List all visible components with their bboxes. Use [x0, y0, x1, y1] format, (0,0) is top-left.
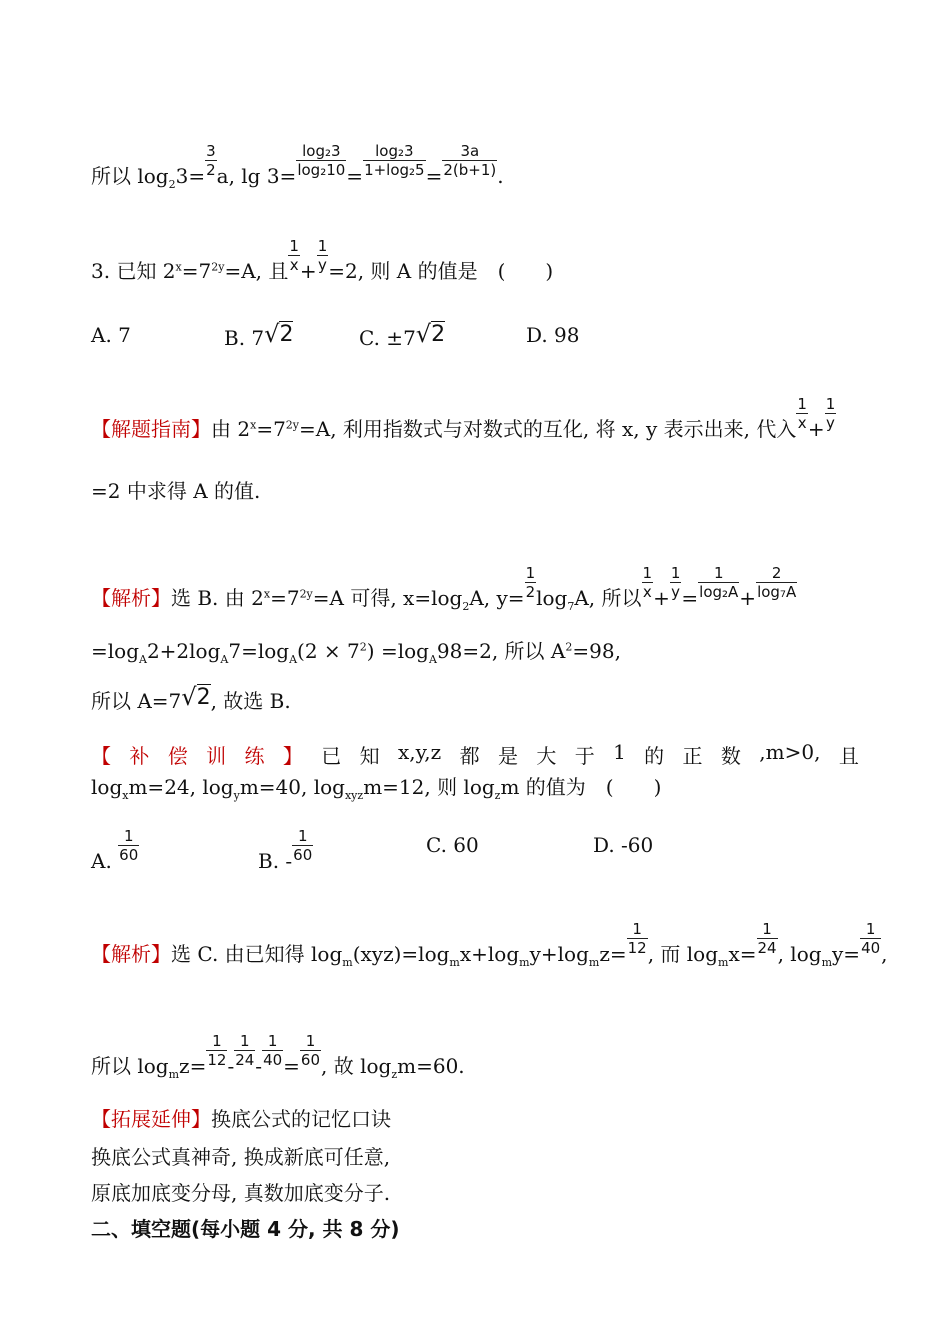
word: 数 [720, 744, 741, 768]
fraction: $\frac{1}{12}$ [627, 920, 647, 957]
label-char: 补 [129, 744, 150, 768]
fraction: $\frac{1}{x}$ [797, 395, 807, 432]
option-b-2: B. - $\frac{1}{60}$ [258, 827, 313, 873]
extension: 【拓展延伸】换底公式的记忆口诀 [91, 1107, 391, 1131]
word: 1 [613, 740, 626, 764]
label-solution: 【解析】 [91, 942, 171, 966]
fraction: $\frac{1}{2}$ [525, 564, 536, 601]
label-char: 训 [206, 744, 227, 768]
fraction: $\frac{3}{2}$ [206, 142, 216, 179]
fraction: $\frac{1}{60}$ [300, 1032, 321, 1069]
word: 大 [536, 744, 557, 768]
solution-1-cont: $=\log_A2+2\log_A7=\log_A(2 \times 7^2) =\log_A98=2$, 所以 $A^2=98$, [91, 639, 621, 666]
bracket-close: 】 [282, 744, 303, 768]
fraction: $\frac{1}{12}$ [207, 1032, 227, 1069]
section-heading: 二、填空题(每小题 4 分, 共 8 分) [91, 1217, 400, 1241]
fraction: $\frac{1}{y}$ [825, 395, 836, 432]
label-char: 偿 [167, 744, 188, 768]
word: 都 [459, 744, 480, 768]
fraction: $\frac{1}{60}$ [119, 827, 139, 864]
fraction: $\frac{\text{log₂3}}{\text{1+log₂5}}$ [364, 142, 425, 179]
sqrt-symbol: √ [264, 320, 280, 348]
word: 的 [644, 744, 665, 768]
word: 于 [574, 744, 595, 768]
fraction: $\frac{1}{24}$ [235, 1032, 255, 1069]
word: 且 [838, 744, 859, 768]
label-extension: 【拓展延伸】 [91, 1107, 211, 1131]
fraction: $\frac{1}{40}$ [263, 1032, 283, 1069]
option-d-2: D. -60 [593, 833, 654, 857]
compensation-training-cont: $\log_xm=24$, $\log_ym=40$, $\log_{xyz}m=12$, 则 $\log_zm$ 的值为 ( ) [91, 775, 662, 802]
option-c-2: C. 60 [426, 833, 479, 857]
option-a: A. 7 [91, 323, 131, 347]
fraction: $\frac{1}{x}$ [642, 564, 653, 601]
fraction: $\frac{1}{y}$ [670, 564, 681, 601]
label-solution: 【解析】 [91, 586, 171, 610]
word: 是 [497, 744, 518, 768]
label-char: 练 [244, 744, 265, 768]
fraction: $\frac{1}{60}$ [293, 827, 313, 864]
option-a-2: A. $\frac{1}{60}$ [91, 827, 139, 873]
fraction: $\frac{3a}{2(b+1)}$ [443, 142, 497, 179]
solution-2: 【解析】选 C. 由已知得 $\log_m(xyz)=\log_mx+\log_my+\log_mz=$ $\frac{1}{12}$ , 而 $\log_mx=$ $\frac{1}{24}$ , $\log_my=$ $\frac{1}{40}$ , [91, 920, 888, 969]
word: ,m>0, [759, 740, 821, 764]
word: 知 [359, 744, 380, 768]
sqrt-symbol: √ [415, 320, 432, 348]
fraction: $\frac{1}{40}$ [861, 920, 881, 957]
solution-2-cont: 所以 $\log_mz=$ $\frac{1}{12}$ - $\frac{1}{24}$ - $\frac{1}{40}$ = $\frac{1}{60}$ , 故 $\log_zm=60$. [91, 1032, 465, 1081]
fraction: $\frac{2}{\text{log₇A}}$ [757, 564, 797, 601]
fraction: $\frac{1}{y}$ [317, 237, 328, 274]
fraction: $\frac{1}{\text{log₂A}}$ [699, 564, 739, 601]
solution-1-end: 所以 A=7√2, 故选 B. [91, 683, 291, 713]
fraction: $\frac{\text{log₂3}}{\text{log₂10}}$ [297, 142, 346, 179]
fraction: $\frac{1}{24}$ [757, 920, 777, 957]
bracket-open: 【 [91, 744, 111, 768]
word: x,y,z [398, 740, 442, 764]
word: 已 [321, 744, 342, 768]
solution-1: 【解析】选 B. 由 $2^x=7^{2y}=A$ 可得, $x=\log_2A$, y= $\frac{1}{2}$ $\log_7A$, 所以 $\frac{1}{x}$ + $\frac{1}{y}$ = $\frac{1}{\text{log₂A}}$ + $\frac{2}{\text{log₇A}}$ [91, 564, 797, 613]
question-3: 3. 已知 $2^x=7^{2y}=A$, 且 $\frac{1}{x}$ + $\frac{1}{y}$ =2, 则 A 的值是 ( ) [91, 237, 554, 283]
label-guide: 【解题指南】 [91, 417, 211, 441]
extension-line-2: 换底公式真神奇, 换成新底可任意, [91, 1145, 391, 1169]
option-b: B. 7√2 [224, 320, 294, 350]
extension-line-3: 原底加底变分母, 真数加底变分子. [91, 1181, 391, 1205]
solution-guide: 【解题指南】由 $2^x=7^{2y}=A$, 利用指数式与对数式的互化, 将 x, y 表示出来, 代入 $\frac{1}{x}$ + $\frac{1}{y}$ [91, 395, 836, 441]
sqrt-symbol: √ [181, 683, 197, 711]
word: 正 [682, 744, 703, 768]
option-c: C. ±7√2 [359, 320, 446, 350]
option-d: D. 98 [526, 323, 580, 347]
solution-guide-cont: =2 中求得 A 的值. [91, 479, 261, 503]
fraction: $\frac{1}{x}$ [289, 237, 299, 274]
compensation-training [91, 740, 859, 769]
line-lg3-derivation: 所以 $\log_23=$ $\frac{3}{2}$ a, lg 3= $\frac{\text{log₂3}}{\text{log₂10}}$ = $\frac{\text{log₂3}}{\text{1+log₂5}}$ = $\frac{3a}{2(b+1)}$ . [91, 142, 504, 191]
